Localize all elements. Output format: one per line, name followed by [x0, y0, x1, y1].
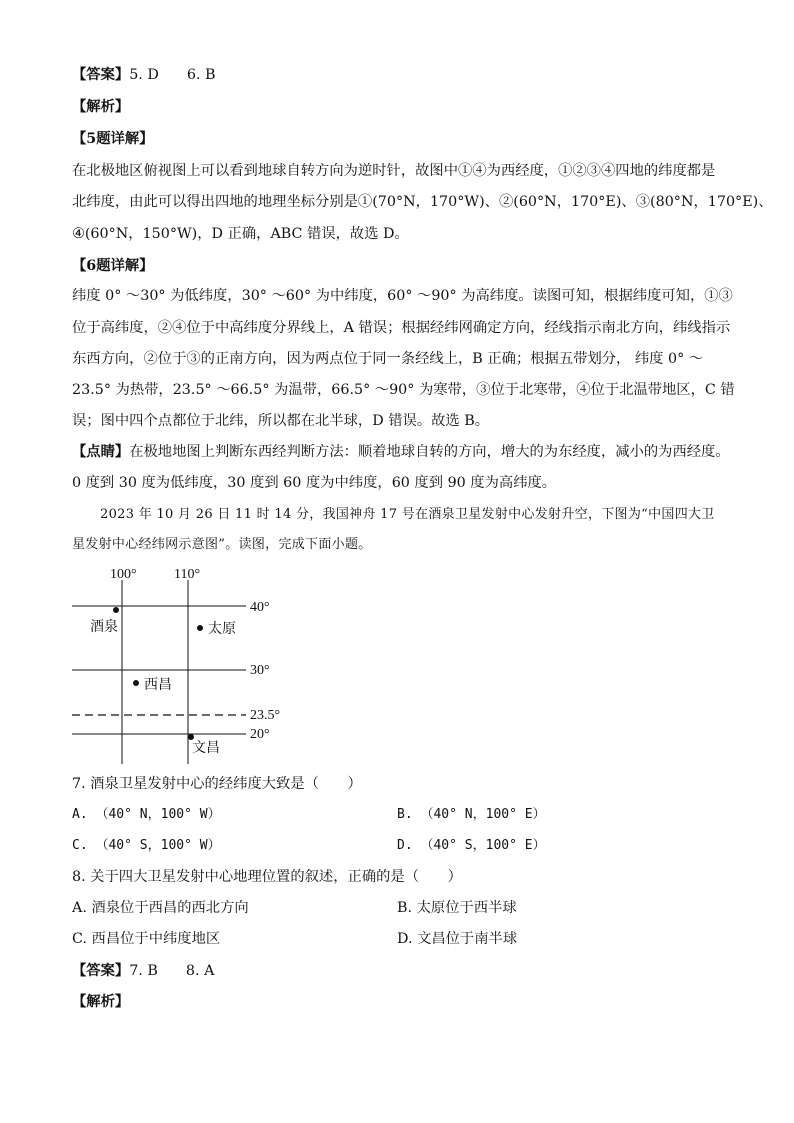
- q6-line-2: 位于高纬度，②④位于中高纬度分界线上，A 错误；根据经纬网确定方向，经线指示南北方向，纬线指示: [72, 320, 731, 336]
- q5-line-3: ④(60°N，150°W)，D 正确，ABC 错误，故选 D。: [72, 226, 409, 242]
- dianjing-line: [72, 442, 730, 462]
- q7-option-a[interactable]: A. （40° N，100° W）: [72, 807, 221, 822]
- q6-detail-heading: 【6题详解】: [72, 258, 154, 274]
- jiuquan-dot: [113, 607, 119, 613]
- q7-option-c[interactable]: C. （40° S，100° W）: [72, 838, 221, 853]
- dianjing-text: 在极地地图上判断东西经判断方法：顺着地球自转的方向，增大的为东经度，减小的为西经度。: [129, 444, 730, 460]
- place-wenchang: 文昌: [192, 741, 220, 756]
- answer-6: 6. B: [186, 67, 216, 83]
- dianjing-line-2: 0 度到 30 度为低纬度，30 度到 60 度为中纬度，60 度到 90 度为高纬度。: [72, 475, 557, 491]
- answer-line-1: [72, 65, 216, 85]
- q5-line-1: 在北极地区俯视图上可以看到地球自转方向为逆时针，故图中①④为西经度，①②③④四地的纬度都是: [72, 163, 716, 179]
- place-taiyuan: 太原: [208, 622, 236, 637]
- answer-7: 7. B: [129, 963, 158, 979]
- q6-line-3: 东西方向，②位于③的正南方向，因为两点位于同一条经线上，B 正确；根据五带划分， 纬度 0° ～: [72, 351, 704, 367]
- latlon-grid-figure: [60, 560, 320, 770]
- lon-label-100: 100°: [110, 567, 137, 582]
- lat-label-40: 40°: [250, 600, 270, 615]
- lat-label-23-5: 23.5°: [250, 708, 281, 723]
- q8-option-d[interactable]: D. 文昌位于南半球: [397, 931, 518, 947]
- q6-line-1: 纬度 0° ～30° 为低纬度，30° ～60° 为中纬度，60° ～90° 为高纬度。读图可知，根据纬度可知，①③: [72, 288, 733, 304]
- q7-stem: 7. 酒泉卫星发射中心的经纬度大致是（ ）: [72, 776, 362, 792]
- q8-option-c[interactable]: C. 西昌位于中纬度地区: [72, 931, 221, 947]
- q7-option-d[interactable]: D. （40° S，100° E）: [397, 838, 546, 853]
- intro-line-2: 星发射中心经纬网示意图”。读图，完成下面小题。: [72, 537, 372, 552]
- dianjing-label: 【点睛】: [72, 444, 130, 460]
- lat-label-20: 20°: [250, 727, 270, 742]
- answer-5: 5. D: [129, 67, 159, 83]
- q5-detail-heading: 【5题详解】: [72, 131, 154, 147]
- analysis-label-2: 【解析】: [72, 994, 130, 1010]
- q6-line-5: 误；图中四个点都位于北纬，所以都在北半球，D 错误。故选 B。: [72, 413, 490, 429]
- answer-line-2: [72, 961, 214, 981]
- place-jiuquan: 酒泉: [90, 620, 118, 635]
- answer-label: 【答案】: [72, 67, 130, 83]
- wenchang-dot: [188, 734, 194, 740]
- answer-label-2: 【答案】: [72, 963, 130, 979]
- intro-line-1: 2023 年 10 月 26 日 11 时 14 分，我国神舟 17 号在酒泉卫星发射中心发射升空，下图为“中国四大卫: [100, 507, 715, 522]
- q8-option-b[interactable]: B. 太原位于西半球: [397, 900, 517, 916]
- place-xichang: 西昌: [144, 678, 172, 693]
- q7-option-b[interactable]: B. （40° N，100° E）: [397, 807, 546, 822]
- analysis-label-1: 【解析】: [72, 99, 130, 115]
- lat-label-30: 30°: [250, 663, 270, 678]
- q8-stem: 8. 关于四大卫星发射中心地理位置的叙述，正确的是（ ）: [72, 869, 462, 885]
- q5-line-2: 北纬度，由此可以得出四地的地理坐标分别是①(70°N，170°W)、②(60°N，170°E)、③(80°N，170°E)、: [72, 194, 773, 210]
- answer-8: 8. A: [185, 963, 215, 979]
- q8-option-a[interactable]: A. 酒泉位于西昌的西北方向: [72, 900, 249, 916]
- xichang-dot: [133, 680, 139, 686]
- lon-label-110: 110°: [174, 567, 201, 582]
- q6-line-4: 23.5° 为热带，23.5° ～66.5° 为温带，66.5° ～90° 为寒带，③位于北寒带，④位于北温带地区，C 错: [72, 382, 735, 398]
- taiyuan-dot: [197, 625, 203, 631]
